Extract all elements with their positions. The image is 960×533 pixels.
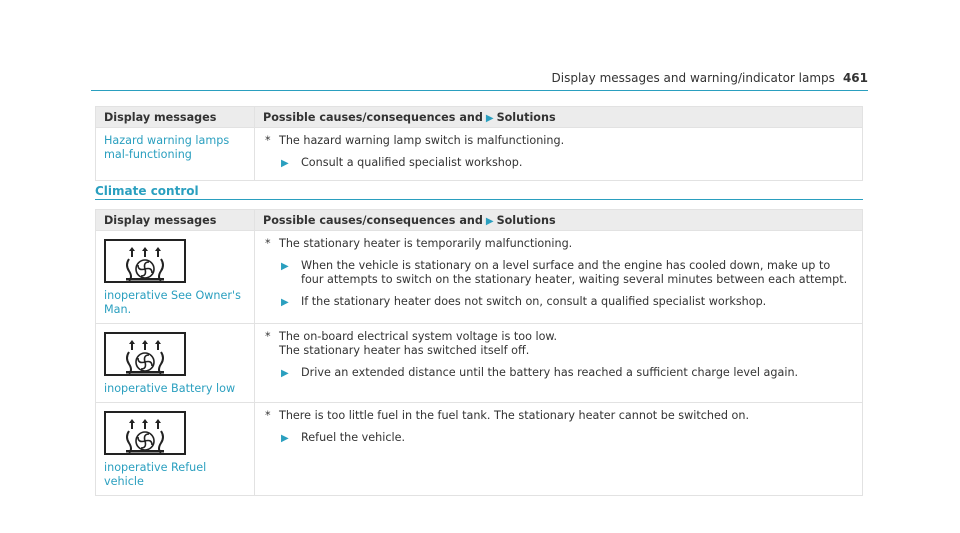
col-header-causes: Possible causes/consequences and ▶ Solutions xyxy=(255,107,863,128)
table-row xyxy=(96,128,863,181)
section-rule xyxy=(95,199,863,200)
col-header-display-messages: Display messages xyxy=(96,107,255,128)
table-row xyxy=(96,231,863,324)
step-arrow-icon: ▶ xyxy=(281,433,289,444)
step-arrow-icon: ▶ xyxy=(281,158,289,169)
table-row xyxy=(96,324,863,403)
step-arrow-icon: ▶ xyxy=(281,261,289,272)
solution-step: ▶ Drive an extended distance until the battery has reached a sufficient charge level again. xyxy=(281,366,799,379)
display-message: Hazard warning lamps mal-functioning xyxy=(96,128,255,181)
solution-step: ▶ When the vehicle is stationary on a level surface and the engine has cooled down, make up to four attempts to switch on the stationary heater, waiting several minutes between each attempt. xyxy=(281,259,848,286)
solution-step: ▶ Consult a qualified specialist workshop. xyxy=(281,156,523,169)
solution-arrow-icon: ▶ xyxy=(485,113,494,124)
page-number: 461 xyxy=(842,71,868,85)
climate-message-table xyxy=(95,209,863,496)
col-header-display-messages: Display messages xyxy=(96,210,255,231)
hazard-message-table xyxy=(95,106,863,181)
step-arrow-icon: ▶ xyxy=(281,368,289,379)
solution-step: ▶ If the stationary heater does not switch on, consult a qualified specialist workshop. xyxy=(281,295,767,308)
causes-cell xyxy=(255,231,863,324)
stationary-heater-icon xyxy=(104,332,186,376)
causes-cell xyxy=(255,324,863,403)
cause-text: * The stationary heater is temporarily malfunctioning. xyxy=(265,237,573,250)
cause-text: * The on-board electrical system voltage is too low. xyxy=(265,330,558,343)
causes-cell xyxy=(255,128,863,181)
stationary-heater-icon xyxy=(104,239,186,283)
causes-cell xyxy=(255,403,863,496)
cause-text: * The hazard warning lamp switch is malfunctioning. xyxy=(265,134,565,147)
solution-step: ▶ Refuel the vehicle. xyxy=(281,431,406,444)
cause-text: * There is too little fuel in the fuel tank. The stationary heater cannot be switched on. xyxy=(265,409,750,422)
table-row xyxy=(96,403,863,496)
header-rule xyxy=(91,90,868,91)
section-title: Climate control xyxy=(95,184,199,198)
step-arrow-icon: ▶ xyxy=(281,297,289,308)
table-header-row xyxy=(96,107,863,128)
display-message: inoperative Refuel vehicle xyxy=(104,461,207,488)
display-message: inoperative Battery low xyxy=(104,382,236,395)
page-header-title: Display messages and warning/indicator lamps xyxy=(551,71,835,85)
cause-note: The stationary heater has switched itself off. xyxy=(279,344,530,357)
col-header-causes: Possible causes/consequences and ▶ Solutions xyxy=(255,210,863,231)
page-header xyxy=(552,71,868,85)
display-message: inoperative See Owner's Man. xyxy=(104,289,241,316)
solution-arrow-icon: ▶ xyxy=(485,216,494,227)
stationary-heater-icon xyxy=(104,411,186,455)
table-header-row xyxy=(96,210,863,231)
